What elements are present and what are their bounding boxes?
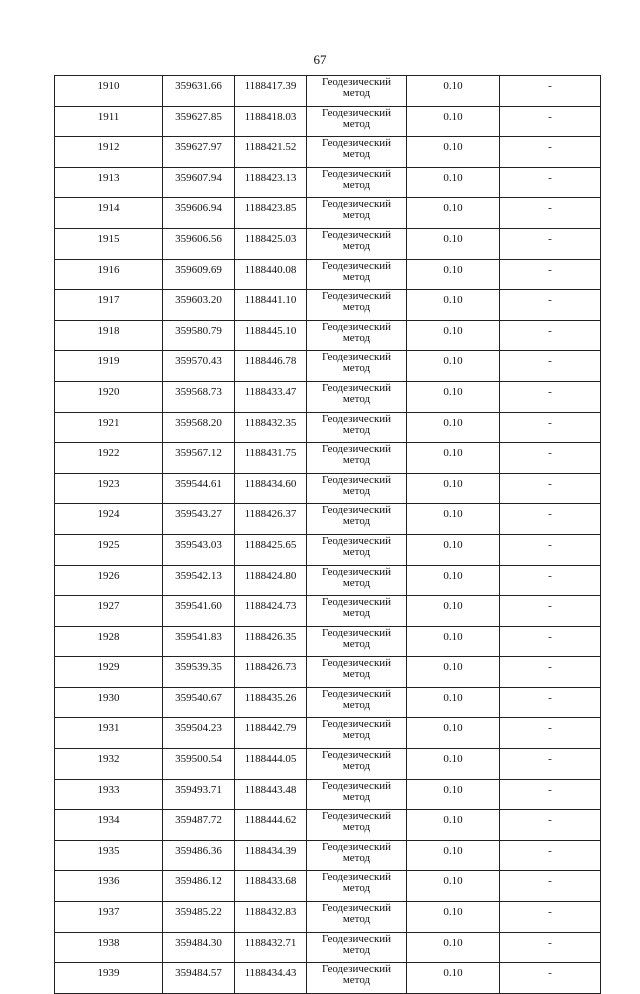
table-row	[55, 412, 601, 443]
method-cell	[307, 76, 407, 107]
note-cell: -	[500, 443, 601, 474]
method-text: Геодезический метод	[321, 290, 392, 314]
accuracy-cell: 0.10	[407, 963, 500, 994]
y-coordinate-cell: 1188426.73	[235, 657, 307, 688]
accuracy-cell: 0.10	[407, 320, 500, 351]
note-cell: -	[500, 76, 601, 107]
method-cell	[307, 290, 407, 321]
point-number-cell: 1928	[55, 626, 163, 657]
note-cell: -	[500, 228, 601, 259]
method-text: Геодезический метод	[321, 902, 392, 926]
accuracy-cell: 0.10	[407, 290, 500, 321]
table-row	[55, 473, 601, 504]
method-text: Геодезический метод	[321, 228, 392, 252]
x-coordinate-cell: 359627.97	[163, 137, 235, 168]
accuracy-cell: 0.10	[407, 259, 500, 290]
y-coordinate-cell: 1188423.85	[235, 198, 307, 229]
point-number-cell: 1938	[55, 932, 163, 963]
method-text: Геодезический метод	[321, 749, 392, 773]
table-row	[55, 76, 601, 107]
table-row	[55, 137, 601, 168]
method-cell	[307, 259, 407, 290]
point-number-cell: 1918	[55, 320, 163, 351]
method-text: Геодезический метод	[321, 687, 392, 711]
y-coordinate-cell: 1188441.10	[235, 290, 307, 321]
note-cell: -	[500, 779, 601, 810]
accuracy-cell: 0.10	[407, 718, 500, 749]
accuracy-cell: 0.10	[407, 381, 500, 412]
y-coordinate-cell: 1188434.43	[235, 963, 307, 994]
table-row	[55, 228, 601, 259]
point-number-cell: 1910	[55, 76, 163, 107]
x-coordinate-cell: 359493.71	[163, 779, 235, 810]
coordinates-table-body	[55, 76, 601, 994]
method-text: Геодезический метод	[321, 443, 392, 467]
accuracy-cell: 0.10	[407, 779, 500, 810]
method-text: Геодезический метод	[321, 137, 392, 161]
note-cell: -	[500, 565, 601, 596]
y-coordinate-cell: 1188425.03	[235, 228, 307, 259]
page-number: 67	[313, 52, 327, 67]
note-cell: -	[500, 749, 601, 780]
x-coordinate-cell: 359607.94	[163, 167, 235, 198]
method-text: Геодезический метод	[321, 779, 392, 803]
x-coordinate-cell: 359486.36	[163, 840, 235, 871]
method-text: Геодезический метод	[321, 963, 392, 987]
y-coordinate-cell: 1188444.62	[235, 810, 307, 841]
y-coordinate-cell: 1188426.37	[235, 504, 307, 535]
y-coordinate-cell: 1188424.73	[235, 596, 307, 627]
y-coordinate-cell: 1188434.60	[235, 473, 307, 504]
point-number-cell: 1933	[55, 779, 163, 810]
note-cell: -	[500, 902, 601, 933]
note-cell: -	[500, 963, 601, 994]
x-coordinate-cell: 359631.66	[163, 76, 235, 107]
table-row	[55, 810, 601, 841]
y-coordinate-cell: 1188435.26	[235, 687, 307, 718]
y-coordinate-cell: 1188418.03	[235, 106, 307, 137]
y-coordinate-cell: 1188432.71	[235, 932, 307, 963]
note-cell: -	[500, 259, 601, 290]
x-coordinate-cell: 359540.67	[163, 687, 235, 718]
y-coordinate-cell: 1188432.35	[235, 412, 307, 443]
x-coordinate-cell: 359539.35	[163, 657, 235, 688]
table-row	[55, 902, 601, 933]
accuracy-cell: 0.10	[407, 473, 500, 504]
x-coordinate-cell: 359485.22	[163, 902, 235, 933]
y-coordinate-cell: 1188444.05	[235, 749, 307, 780]
y-coordinate-cell: 1188443.48	[235, 779, 307, 810]
method-text: Геодезический метод	[321, 565, 392, 589]
method-cell	[307, 871, 407, 902]
note-cell: -	[500, 932, 601, 963]
method-cell	[307, 443, 407, 474]
point-number-cell: 1913	[55, 167, 163, 198]
x-coordinate-cell: 359484.57	[163, 963, 235, 994]
table-row	[55, 167, 601, 198]
point-number-cell: 1914	[55, 198, 163, 229]
method-text: Геодезический метод	[321, 381, 392, 405]
point-number-cell: 1912	[55, 137, 163, 168]
method-cell	[307, 351, 407, 382]
table-row	[55, 106, 601, 137]
method-text: Геодезический метод	[321, 76, 392, 99]
coordinates-table	[54, 75, 601, 994]
note-cell: -	[500, 351, 601, 382]
method-text: Геодезический метод	[321, 167, 392, 191]
method-cell	[307, 137, 407, 168]
y-coordinate-cell: 1188432.83	[235, 902, 307, 933]
table-row	[55, 351, 601, 382]
point-number-cell: 1916	[55, 259, 163, 290]
method-cell	[307, 749, 407, 780]
point-number-cell: 1936	[55, 871, 163, 902]
table-row	[55, 320, 601, 351]
method-cell	[307, 198, 407, 229]
note-cell: -	[500, 320, 601, 351]
x-coordinate-cell: 359627.85	[163, 106, 235, 137]
method-text: Геодезический метод	[321, 320, 392, 344]
accuracy-cell: 0.10	[407, 167, 500, 198]
y-coordinate-cell: 1188442.79	[235, 718, 307, 749]
point-number-cell: 1939	[55, 963, 163, 994]
accuracy-cell: 0.10	[407, 443, 500, 474]
point-number-cell: 1922	[55, 443, 163, 474]
table-row	[55, 749, 601, 780]
point-number-cell: 1919	[55, 351, 163, 382]
method-text: Геодезический метод	[321, 626, 392, 650]
note-cell: -	[500, 381, 601, 412]
accuracy-cell: 0.10	[407, 657, 500, 688]
note-cell: -	[500, 473, 601, 504]
table-row	[55, 259, 601, 290]
note-cell: -	[500, 840, 601, 871]
y-coordinate-cell: 1188433.47	[235, 381, 307, 412]
accuracy-cell: 0.10	[407, 504, 500, 535]
method-text: Геодезический метод	[321, 504, 392, 528]
x-coordinate-cell: 359609.69	[163, 259, 235, 290]
method-text: Геодезический метод	[321, 351, 392, 375]
note-cell: -	[500, 596, 601, 627]
note-cell: -	[500, 534, 601, 565]
table-row	[55, 871, 601, 902]
note-cell: -	[500, 626, 601, 657]
method-cell	[307, 320, 407, 351]
y-coordinate-cell: 1188423.13	[235, 167, 307, 198]
method-cell	[307, 626, 407, 657]
table-row	[55, 443, 601, 474]
method-cell	[307, 473, 407, 504]
method-text: Геодезический метод	[321, 840, 392, 864]
x-coordinate-cell: 359542.13	[163, 565, 235, 596]
method-cell	[307, 840, 407, 871]
method-text: Геодезический метод	[321, 198, 392, 222]
method-cell	[307, 963, 407, 994]
table-row	[55, 565, 601, 596]
method-cell	[307, 504, 407, 535]
x-coordinate-cell: 359568.20	[163, 412, 235, 443]
x-coordinate-cell: 359543.27	[163, 504, 235, 535]
point-number-cell: 1911	[55, 106, 163, 137]
point-number-cell: 1923	[55, 473, 163, 504]
method-text: Геодезический метод	[321, 718, 392, 742]
x-coordinate-cell: 359487.72	[163, 810, 235, 841]
accuracy-cell: 0.10	[407, 137, 500, 168]
note-cell: -	[500, 412, 601, 443]
point-number-cell: 1925	[55, 534, 163, 565]
table-row	[55, 534, 601, 565]
accuracy-cell: 0.10	[407, 932, 500, 963]
x-coordinate-cell: 359580.79	[163, 320, 235, 351]
accuracy-cell: 0.10	[407, 228, 500, 259]
method-text: Геодезический метод	[321, 106, 392, 130]
point-number-cell: 1935	[55, 840, 163, 871]
accuracy-cell: 0.10	[407, 810, 500, 841]
point-number-cell: 1931	[55, 718, 163, 749]
y-coordinate-cell: 1188446.78	[235, 351, 307, 382]
x-coordinate-cell: 359606.56	[163, 228, 235, 259]
note-cell: -	[500, 810, 601, 841]
method-text: Геодезический метод	[321, 810, 392, 834]
point-number-cell: 1921	[55, 412, 163, 443]
note-cell: -	[500, 167, 601, 198]
point-number-cell: 1937	[55, 902, 163, 933]
table-row	[55, 840, 601, 871]
point-number-cell: 1917	[55, 290, 163, 321]
y-coordinate-cell: 1188434.39	[235, 840, 307, 871]
method-text: Геодезический метод	[321, 473, 392, 497]
table-row	[55, 779, 601, 810]
note-cell: -	[500, 290, 601, 321]
method-cell	[307, 381, 407, 412]
accuracy-cell: 0.10	[407, 351, 500, 382]
x-coordinate-cell: 359570.43	[163, 351, 235, 382]
method-cell	[307, 932, 407, 963]
x-coordinate-cell: 359504.23	[163, 718, 235, 749]
accuracy-cell: 0.10	[407, 749, 500, 780]
table-row	[55, 718, 601, 749]
point-number-cell: 1932	[55, 749, 163, 780]
x-coordinate-cell: 359568.73	[163, 381, 235, 412]
table-row	[55, 504, 601, 535]
accuracy-cell: 0.10	[407, 840, 500, 871]
point-number-cell: 1926	[55, 565, 163, 596]
y-coordinate-cell: 1188421.52	[235, 137, 307, 168]
method-cell	[307, 687, 407, 718]
point-number-cell: 1927	[55, 596, 163, 627]
method-cell	[307, 167, 407, 198]
table-row	[55, 290, 601, 321]
accuracy-cell: 0.10	[407, 687, 500, 718]
method-cell	[307, 106, 407, 137]
x-coordinate-cell: 359486.12	[163, 871, 235, 902]
x-coordinate-cell: 359541.83	[163, 626, 235, 657]
method-text: Геодезический метод	[321, 412, 392, 436]
method-cell	[307, 657, 407, 688]
accuracy-cell: 0.10	[407, 871, 500, 902]
table-row	[55, 687, 601, 718]
note-cell: -	[500, 657, 601, 688]
method-text: Геодезический метод	[321, 657, 392, 681]
point-number-cell: 1929	[55, 657, 163, 688]
note-cell: -	[500, 198, 601, 229]
y-coordinate-cell: 1188426.35	[235, 626, 307, 657]
point-number-cell: 1915	[55, 228, 163, 259]
x-coordinate-cell: 359484.30	[163, 932, 235, 963]
x-coordinate-cell: 359544.61	[163, 473, 235, 504]
x-coordinate-cell: 359603.20	[163, 290, 235, 321]
y-coordinate-cell: 1188445.10	[235, 320, 307, 351]
method-cell	[307, 718, 407, 749]
note-cell: -	[500, 687, 601, 718]
y-coordinate-cell: 1188431.75	[235, 443, 307, 474]
x-coordinate-cell: 359567.12	[163, 443, 235, 474]
note-cell: -	[500, 718, 601, 749]
y-coordinate-cell: 1188425.65	[235, 534, 307, 565]
table-row	[55, 963, 601, 994]
note-cell: -	[500, 106, 601, 137]
method-cell	[307, 565, 407, 596]
accuracy-cell: 0.10	[407, 902, 500, 933]
point-number-cell: 1920	[55, 381, 163, 412]
x-coordinate-cell: 359541.60	[163, 596, 235, 627]
accuracy-cell: 0.10	[407, 106, 500, 137]
table-row	[55, 198, 601, 229]
accuracy-cell: 0.10	[407, 565, 500, 596]
method-text: Геодезический метод	[321, 871, 392, 895]
method-cell	[307, 534, 407, 565]
y-coordinate-cell: 1188424.80	[235, 565, 307, 596]
method-cell	[307, 779, 407, 810]
table-row	[55, 657, 601, 688]
x-coordinate-cell: 359500.54	[163, 749, 235, 780]
y-coordinate-cell: 1188417.39	[235, 76, 307, 107]
y-coordinate-cell: 1188433.68	[235, 871, 307, 902]
accuracy-cell: 0.10	[407, 626, 500, 657]
method-cell	[307, 810, 407, 841]
point-number-cell: 1924	[55, 504, 163, 535]
table-row	[55, 932, 601, 963]
method-cell	[307, 228, 407, 259]
x-coordinate-cell: 359606.94	[163, 198, 235, 229]
method-cell	[307, 902, 407, 933]
note-cell: -	[500, 137, 601, 168]
y-coordinate-cell: 1188440.08	[235, 259, 307, 290]
accuracy-cell: 0.10	[407, 412, 500, 443]
point-number-cell: 1934	[55, 810, 163, 841]
accuracy-cell: 0.10	[407, 596, 500, 627]
table-row	[55, 596, 601, 627]
accuracy-cell: 0.10	[407, 198, 500, 229]
table-row	[55, 381, 601, 412]
note-cell: -	[500, 504, 601, 535]
method-text: Геодезический метод	[321, 259, 392, 283]
method-text: Геодезический метод	[321, 596, 392, 620]
point-number-cell: 1930	[55, 687, 163, 718]
note-cell: -	[500, 871, 601, 902]
x-coordinate-cell: 359543.03	[163, 534, 235, 565]
method-text: Геодезический метод	[321, 534, 392, 558]
method-text: Геодезический метод	[321, 932, 392, 956]
accuracy-cell: 0.10	[407, 76, 500, 107]
accuracy-cell: 0.10	[407, 534, 500, 565]
table-row	[55, 626, 601, 657]
method-cell	[307, 596, 407, 627]
method-cell	[307, 412, 407, 443]
